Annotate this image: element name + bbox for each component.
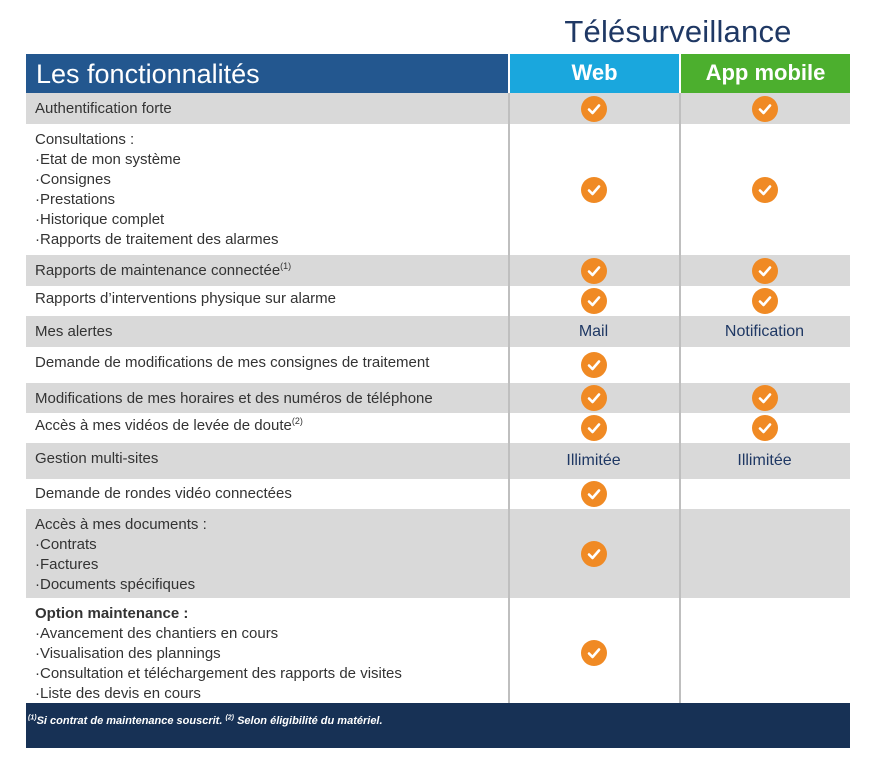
table-row — [26, 598, 850, 708]
check-icon — [752, 385, 778, 411]
page-title: Télésurveillance — [564, 14, 792, 49]
feature-text: ·Documents spécifiques — [35, 576, 196, 593]
table-row — [26, 509, 850, 598]
web-cell — [508, 443, 679, 479]
feature-cell — [26, 413, 508, 443]
table-row — [26, 124, 850, 255]
header-web: Web — [510, 54, 679, 93]
feature-cell — [26, 347, 508, 383]
feature-label — [35, 515, 508, 535]
check-icon — [581, 640, 607, 666]
app-cell — [679, 479, 850, 509]
feature-label — [35, 322, 508, 342]
feature-text: ·Contrats — [35, 536, 97, 553]
table-row — [26, 479, 850, 509]
table-row — [26, 286, 850, 316]
feature-text: Gestion multi-sites — [35, 450, 159, 467]
app-cell — [679, 286, 850, 316]
column-divider — [508, 93, 510, 703]
feature-text: Rapports de maintenance connectée — [35, 262, 281, 279]
feature-label — [35, 353, 508, 373]
feature-text: ·Consignes — [35, 171, 111, 188]
feature-text: Demande de modifications de mes consignes de traitement — [35, 354, 430, 371]
feature-text: ·Avancement des chantiers en cours — [35, 625, 279, 642]
feature-label — [35, 150, 508, 170]
web-cell — [508, 383, 679, 413]
footnote-marker: (1) — [28, 714, 37, 722]
feature-text: Demande de rondes vidéo connectées — [35, 485, 292, 502]
web-cell — [508, 413, 679, 443]
check-icon — [581, 481, 607, 507]
app-cell — [679, 316, 850, 347]
app-cell — [679, 443, 850, 479]
table-row — [26, 443, 850, 479]
check-icon — [581, 385, 607, 411]
app-cell — [679, 124, 850, 255]
check-icon — [752, 177, 778, 203]
header-app-mobile: App mobile — [681, 54, 850, 93]
check-icon — [752, 415, 778, 441]
feature-label — [35, 170, 508, 190]
footnote-text: Selon éligibilité du matériel. — [234, 715, 383, 727]
web-cell — [508, 255, 679, 286]
feature-label — [35, 644, 508, 664]
feature-label — [35, 604, 508, 624]
footnote-ref: (2) — [291, 416, 303, 426]
feature-cell — [26, 124, 508, 255]
feature-label — [35, 624, 508, 644]
feature-label — [35, 190, 508, 210]
feature-text: ·Etat de mon système — [35, 151, 181, 168]
web-cell — [508, 479, 679, 509]
feature-label — [35, 684, 508, 704]
check-icon — [581, 352, 607, 378]
feature-cell — [26, 255, 508, 286]
check-icon — [752, 258, 778, 284]
feature-text: Modifications de mes horaires et des numéros de téléphone — [35, 390, 433, 407]
feature-label — [35, 99, 508, 119]
feature-label — [35, 535, 508, 555]
header-features: Les fonctionnalités — [26, 54, 508, 93]
web-cell — [508, 598, 679, 708]
footnote-text: Si contrat de maintenance souscrit. — [36, 715, 226, 727]
feature-text: Accès à mes documents : — [35, 516, 207, 533]
feature-label — [35, 664, 508, 684]
column-divider — [679, 93, 681, 703]
check-icon — [581, 288, 607, 314]
table-row — [26, 383, 850, 413]
feature-text: Mes alertes — [35, 323, 113, 340]
check-icon — [581, 415, 607, 441]
app-cell — [679, 347, 850, 383]
feature-text: Rapports d’interventions physique sur alarme — [35, 290, 336, 307]
feature-label — [35, 575, 508, 595]
feature-label — [35, 210, 508, 230]
web-cell — [508, 286, 679, 316]
feature-cell — [26, 443, 508, 479]
feature-label — [35, 555, 508, 575]
feature-cell — [26, 93, 508, 124]
table-row — [26, 413, 850, 443]
feature-cell — [26, 383, 508, 413]
check-icon — [752, 288, 778, 314]
web-value: Illimitée — [566, 452, 621, 469]
app-cell — [679, 255, 850, 286]
check-icon — [581, 177, 607, 203]
feature-text: Consultations : — [35, 131, 135, 148]
features-table — [26, 93, 850, 708]
footnote-marker: (2) — [225, 714, 235, 722]
check-icon — [581, 96, 607, 122]
feature-text: ·Rapports de traitement des alarmes — [35, 231, 279, 248]
feature-label — [35, 130, 508, 150]
feature-label — [35, 230, 508, 250]
check-icon — [581, 541, 607, 567]
table-row — [26, 316, 850, 347]
footnote-ref: (1) — [280, 261, 292, 271]
check-icon — [581, 258, 607, 284]
app-cell — [679, 509, 850, 598]
web-value: Mail — [578, 322, 609, 340]
app-value: Notification — [724, 322, 805, 340]
app-value: Illimitée — [737, 452, 792, 469]
web-cell — [508, 347, 679, 383]
table-row — [26, 93, 850, 124]
feature-label — [35, 289, 508, 309]
feature-text: ·Liste des devis en cours — [35, 685, 201, 702]
web-cell — [508, 316, 679, 347]
feature-cell — [26, 316, 508, 347]
app-cell — [679, 598, 850, 708]
check-icon — [752, 96, 778, 122]
feature-label — [35, 416, 508, 436]
feature-label — [35, 449, 508, 469]
feature-text: Authentification forte — [35, 100, 172, 117]
feature-text: ·Consultation et téléchargement des rapports de visites — [35, 665, 402, 682]
feature-text: Option maintenance : — [35, 605, 189, 622]
app-cell — [679, 413, 850, 443]
feature-text: ·Historique complet — [35, 211, 165, 228]
feature-text: ·Visualisation des plannings — [35, 645, 221, 662]
web-cell — [508, 124, 679, 255]
feature-text: ·Prestations — [35, 191, 116, 208]
feature-label — [35, 389, 508, 409]
table-row — [26, 347, 850, 383]
web-cell — [508, 93, 679, 124]
footnote — [26, 703, 850, 748]
feature-label — [35, 484, 508, 504]
app-cell — [679, 383, 850, 413]
feature-cell — [26, 509, 508, 598]
feature-cell — [26, 286, 508, 316]
feature-text: Accès à mes vidéos de levée de doute — [35, 417, 292, 434]
feature-text: ·Factures — [35, 556, 99, 573]
web-cell — [508, 509, 679, 598]
feature-cell — [26, 479, 508, 509]
feature-label — [35, 261, 508, 281]
table-row — [26, 255, 850, 286]
app-cell — [679, 93, 850, 124]
feature-cell — [26, 598, 508, 708]
